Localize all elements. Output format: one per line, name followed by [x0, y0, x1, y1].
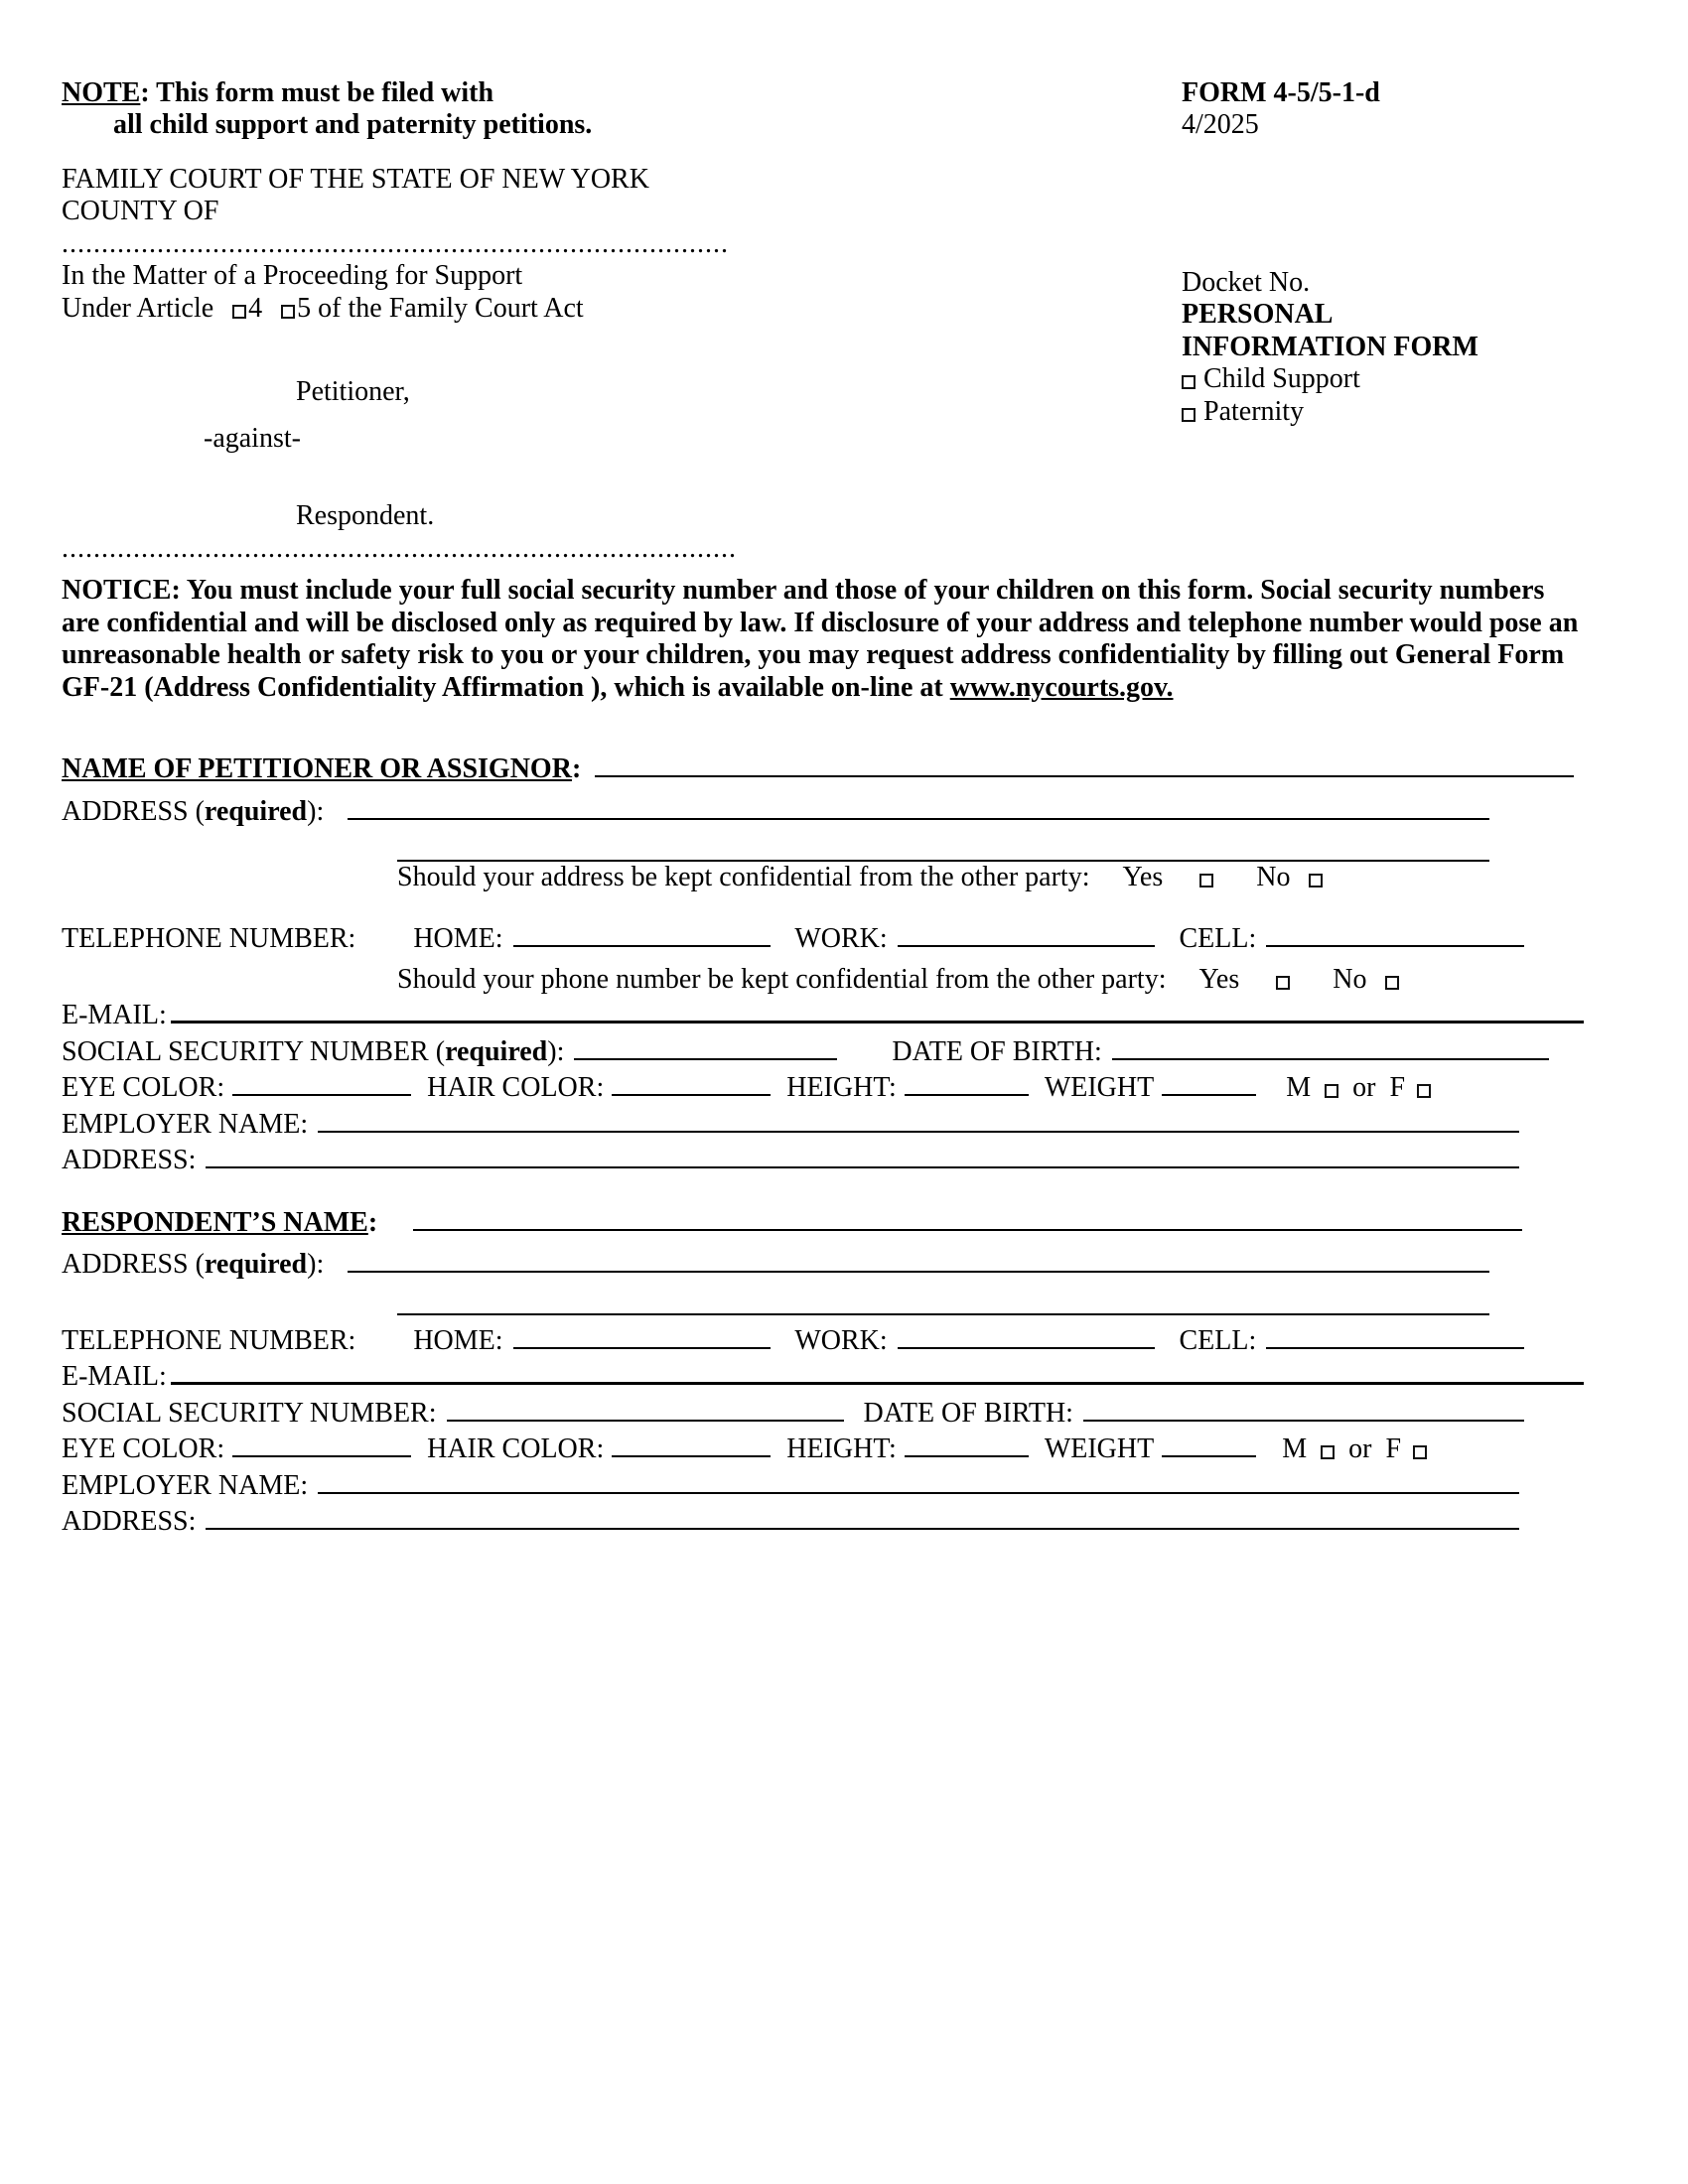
respondent-work-phone-blank[interactable] [898, 1321, 1156, 1349]
respondent-eye-blank[interactable] [232, 1430, 411, 1457]
petitioner-hair-blank[interactable] [612, 1068, 771, 1096]
respondent-address-post: ): [307, 1249, 325, 1281]
respondent-cell-phone-blank[interactable] [1266, 1321, 1524, 1349]
petitioner-address-confidential-question: Should your address be kept confidential from the other party: [397, 861, 1090, 892]
respondent-address-blank[interactable] [348, 1245, 1489, 1273]
notice-paragraph [62, 575, 1584, 704]
note-line-2: all child support and paternity petitions. [113, 109, 593, 141]
respondent-employer-address-row [62, 1502, 1584, 1538]
respondent-address-row [62, 1245, 1584, 1281]
respondent-name-colon: : [367, 1206, 378, 1238]
respondent-email-blank[interactable] [171, 1357, 1584, 1385]
respondent-address-row-2 [62, 1288, 1584, 1315]
paternity-checkbox[interactable] [1182, 408, 1196, 422]
petitioner-email-row [62, 996, 1584, 1031]
petitioner-name-blank[interactable] [595, 750, 1574, 777]
petitioner-ssn-post: ): [547, 1035, 565, 1067]
revision-date: 4/2025 [1182, 109, 1259, 141]
petitioner-cell-label: CELL: [1179, 923, 1257, 955]
respondent-email-label: E-MAIL: [62, 1361, 167, 1393]
petitioner-address-blank[interactable] [348, 792, 1489, 820]
matter-line: In the Matter of a Proceeding for Support [62, 260, 523, 292]
petitioner-name-label: NAME OF PETITIONER OR ASSIGNOR [62, 753, 572, 785]
petitioner-employer-label: EMPLOYER NAME: [62, 1108, 309, 1140]
petitioner-ssn-required: required [445, 1035, 548, 1067]
respondent-dob-label: DATE OF BIRTH: [863, 1397, 1073, 1429]
petitioner-home-phone-blank[interactable] [513, 919, 772, 947]
respondent-eye-label: EYE COLOR: [62, 1433, 225, 1465]
petitioner-weight-blank[interactable] [1162, 1068, 1256, 1096]
petitioner-work-phone-blank[interactable] [898, 919, 1156, 947]
petitioner-address-row-2 [62, 834, 1584, 862]
petitioner-dob-label: DATE OF BIRTH: [892, 1035, 1102, 1067]
petitioner-address-required: required [204, 795, 308, 827]
petitioner-phone-confidential-row [397, 964, 1584, 996]
petitioner-ssn-blank[interactable] [574, 1032, 837, 1060]
petitioner-description-row [62, 1068, 1584, 1104]
respondent-address-required: required [204, 1249, 308, 1281]
petitioner-eye-label: EYE COLOR: [62, 1072, 225, 1104]
article-line [62, 293, 1182, 325]
respondent-employer-address-blank[interactable] [206, 1502, 1519, 1530]
petitioner-name-label-wrap [62, 753, 581, 785]
caption [62, 164, 1584, 565]
note-rest: : This form must be filed with [140, 77, 494, 108]
petitioner-employer-address-label: ADDRESS: [62, 1145, 197, 1176]
petitioner-address-no-checkbox[interactable] [1309, 874, 1323, 887]
respondent-employer-address-label: ADDRESS: [62, 1506, 197, 1537]
petitioner-dob-blank[interactable] [1112, 1032, 1549, 1060]
petitioner-name-colon: : [571, 753, 582, 785]
article-5-checkbox[interactable] [281, 305, 295, 319]
respondent-dob-blank[interactable] [1083, 1394, 1524, 1422]
petitioner-address-pre: ADDRESS ( [62, 795, 205, 827]
petitioner-work-label: WORK: [794, 923, 888, 955]
petitioner-male-checkbox[interactable] [1325, 1084, 1338, 1098]
respondent-caption: Respondent. [296, 500, 435, 532]
petitioner-telephone-row [62, 919, 1584, 955]
note-word: NOTE [62, 77, 141, 108]
petitioner-address-yes-label: Yes [1122, 861, 1164, 892]
court-name: FAMILY COURT OF THE STATE OF NEW YORK [62, 163, 649, 195]
petitioner-employer-address-blank[interactable] [206, 1141, 1519, 1168]
petitioner-email-blank[interactable] [171, 996, 1584, 1024]
petitioner-address-blank-2[interactable] [397, 834, 1489, 862]
petitioner-address-no-label: No [1256, 861, 1291, 892]
nycourts-link[interactable]: www.nycourts.gov. [949, 671, 1174, 703]
respondent-height-blank[interactable] [905, 1430, 1029, 1457]
caption-divider-bottom: ..................................................................................... [62, 532, 737, 564]
note-line-1 [62, 77, 1182, 109]
article-4-label: 4 [248, 292, 263, 324]
paternity-option [1182, 396, 1584, 428]
respondent-name-row [62, 1203, 1584, 1239]
respondent-name-label-wrap [62, 1207, 377, 1239]
respondent-address-pre: ADDRESS ( [62, 1249, 205, 1281]
form-title-line1: PERSONAL [1182, 299, 1334, 331]
petitioner-phone-yes-label: Yes [1198, 963, 1240, 995]
respondent-ssn-label: SOCIAL SECURITY NUMBER: [62, 1397, 437, 1429]
petitioner-ssn-row [62, 1032, 1584, 1068]
caption-left [62, 164, 1182, 565]
petitioner-home-label: HOME: [413, 923, 503, 955]
respondent-hair-label: HAIR COLOR: [427, 1433, 605, 1465]
petitioner-ssn-label [62, 1036, 564, 1068]
against-caption: -against- [204, 422, 301, 454]
petitioner-female-checkbox[interactable] [1417, 1084, 1431, 1098]
respondent-weight-blank[interactable] [1162, 1430, 1256, 1457]
petitioner-height-label: HEIGHT: [786, 1072, 897, 1104]
petitioner-employer-row [62, 1105, 1584, 1141]
respondent-telephone-label: TELEPHONE NUMBER: [62, 1324, 356, 1356]
petitioner-or-label: or [1352, 1072, 1376, 1104]
petitioner-address-label [62, 796, 324, 828]
respondent-hair-blank[interactable] [612, 1430, 771, 1457]
petitioner-phone-yes-checkbox[interactable] [1276, 976, 1290, 990]
docket-label: Docket No. [1182, 266, 1311, 298]
respondent-employer-label: EMPLOYER NAME: [62, 1469, 309, 1501]
child-support-checkbox[interactable] [1182, 375, 1196, 389]
petitioner-cell-phone-blank[interactable] [1266, 919, 1524, 947]
header [62, 77, 1584, 142]
notice-text: NOTICE: You must include your full social security number and those of your children on this form. Social security numbers are confidential and will be disclosed only as required by law. If disclosure of your address and telephone number would pose an unreasonable health or safety risk to you or your children, you may request address confidentiality by filling out General Form GF-21 (Address Confidentiality Affirmation ), which is available on-line at [62, 575, 1579, 703]
form-number: FORM 4-5/5-1-d [1182, 77, 1380, 108]
petitioner-phone-no-checkbox[interactable] [1385, 976, 1399, 990]
respondent-female-label: F [1385, 1433, 1402, 1465]
petitioner-address-yes-checkbox[interactable] [1199, 874, 1213, 887]
respondent-name-label: RESPONDENT’S NAME [62, 1206, 368, 1238]
paternity-label: Paternity [1203, 395, 1305, 427]
respondent-or-label: or [1348, 1433, 1372, 1465]
form-id-block [1182, 77, 1584, 142]
respondent-section [62, 1203, 1584, 1539]
petitioner-female-label: F [1389, 1072, 1406, 1104]
petitioner-section [62, 750, 1584, 1177]
respondent-address-blank-2[interactable] [397, 1288, 1489, 1315]
under-article-label: Under Article [62, 292, 214, 324]
respondent-home-phone-blank[interactable] [513, 1321, 772, 1349]
respondent-work-label: WORK: [794, 1324, 888, 1356]
caption-right [1182, 164, 1584, 565]
petitioner-employer-address-row [62, 1141, 1584, 1176]
petitioner-address-confidential-row [397, 862, 1584, 893]
petitioner-weight-label: WEIGHT [1044, 1072, 1155, 1104]
petitioner-email-label: E-MAIL: [62, 1000, 167, 1031]
respondent-employer-row [62, 1466, 1584, 1502]
respondent-email-row [62, 1357, 1584, 1393]
child-support-label: Child Support [1203, 363, 1360, 395]
respondent-home-label: HOME: [413, 1324, 503, 1356]
form-title-line2: INFORMATION FORM [1182, 331, 1478, 362]
respondent-name-blank[interactable] [413, 1203, 1522, 1231]
respondent-description-row [62, 1430, 1584, 1465]
petitioner-caption: Petitioner, [296, 376, 410, 408]
respondent-height-label: HEIGHT: [786, 1433, 897, 1465]
child-support-option [1182, 363, 1584, 395]
respondent-cell-label: CELL: [1179, 1324, 1257, 1356]
petitioner-male-label: M [1286, 1072, 1312, 1104]
respondent-ssn-row [62, 1394, 1584, 1430]
article-5-label: 5 of the Family Court Act [297, 292, 584, 324]
petitioner-name-row [62, 750, 1584, 785]
respondent-telephone-row [62, 1321, 1584, 1357]
note-block [62, 77, 1182, 142]
respondent-male-checkbox[interactable] [1321, 1445, 1335, 1459]
respondent-ssn-blank[interactable] [447, 1394, 844, 1422]
respondent-address-label [62, 1249, 324, 1281]
respondent-male-label: M [1282, 1433, 1308, 1465]
petitioner-eye-blank[interactable] [232, 1068, 411, 1096]
petitioner-phone-confidential-question: Should your phone number be kept confidential from the other party: [397, 963, 1167, 995]
county-line: COUNTY OF [62, 196, 219, 227]
petitioner-hair-label: HAIR COLOR: [427, 1072, 605, 1104]
respondent-female-checkbox[interactable] [1413, 1445, 1427, 1459]
petitioner-address-row [62, 792, 1584, 828]
article-4-checkbox[interactable] [232, 305, 246, 319]
respondent-employer-blank[interactable] [318, 1466, 1519, 1494]
caption-divider-top: .................................................................................... [62, 227, 729, 259]
petitioner-employer-blank[interactable] [318, 1105, 1519, 1133]
respondent-weight-label: WEIGHT [1044, 1433, 1155, 1465]
petitioner-phone-no-label: No [1333, 963, 1367, 995]
petitioner-ssn-pre: SOCIAL SECURITY NUMBER ( [62, 1035, 446, 1067]
petitioner-height-blank[interactable] [905, 1068, 1029, 1096]
petitioner-telephone-label: TELEPHONE NUMBER: [62, 923, 356, 955]
petitioner-address-post: ): [307, 795, 325, 827]
